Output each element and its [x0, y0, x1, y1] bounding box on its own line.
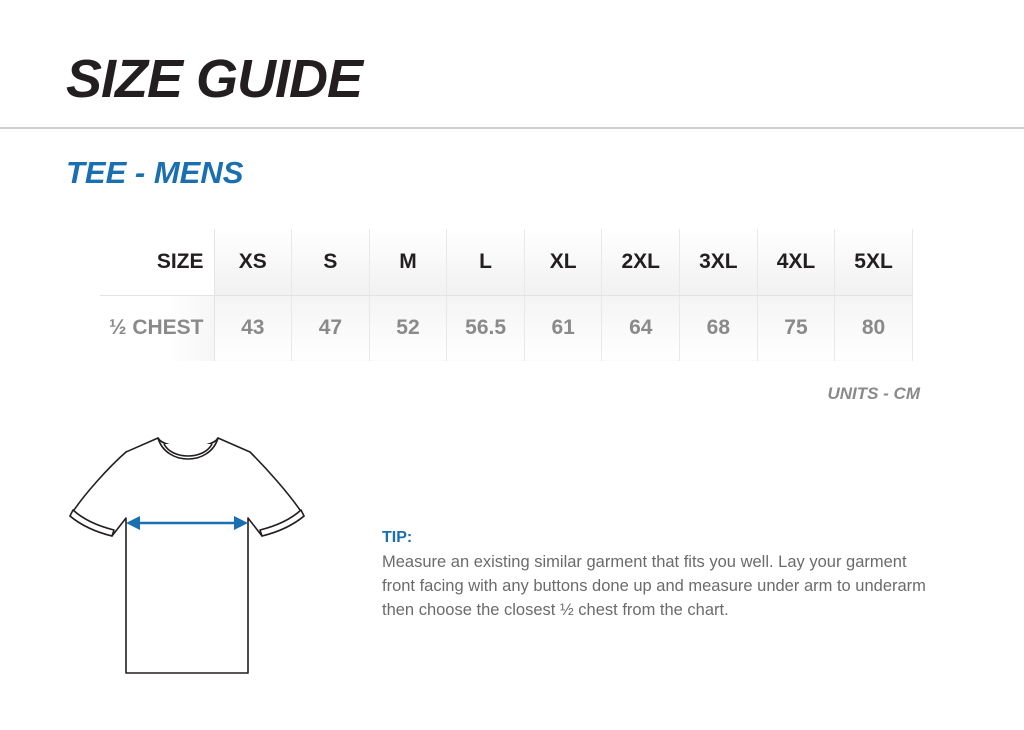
chest-cell-4xl: 75 — [757, 295, 835, 361]
chest-cell-l: 56.5 — [447, 295, 525, 361]
size-cell-4xl: 4XL — [757, 229, 835, 295]
chest-cell-m: 52 — [369, 295, 447, 361]
tip-heading: TIP: — [382, 529, 413, 546]
size-cell-xs: XS — [214, 229, 292, 295]
size-row-label: SIZE — [100, 229, 214, 295]
product-subtitle: TEE - MENS — [66, 155, 244, 190]
chest-row-label: ½ CHEST — [100, 295, 214, 361]
chest-cell-xs: 43 — [214, 295, 292, 361]
chest-cell-s: 47 — [292, 295, 370, 361]
size-cell-s: S — [292, 229, 370, 295]
size-cell-m: M — [369, 229, 447, 295]
units-label: UNITS - CM — [827, 384, 920, 403]
size-cell-xl: XL — [524, 229, 602, 295]
chest-cell-5xl: 80 — [835, 295, 913, 361]
size-cell-3xl: 3XL — [680, 229, 758, 295]
size-chart-table — [100, 229, 913, 361]
size-cell-2xl: 2XL — [602, 229, 680, 295]
header-divider — [0, 127, 1024, 129]
size-cell-l: L — [447, 229, 525, 295]
chest-cell-xl: 61 — [524, 295, 602, 361]
chest-row — [100, 295, 912, 361]
chest-cell-3xl: 68 — [680, 295, 758, 361]
tip-body: Measure an existing similar garment that fits you well. Lay your garment front facing with any buttons done up and measure under arm to underarm then choose the closest ½ chest from the chart. — [382, 553, 926, 619]
page-title: SIZE GUIDE — [66, 49, 363, 109]
size-cell-5xl: 5XL — [835, 229, 913, 295]
size-row — [100, 229, 912, 295]
tip-section — [382, 528, 942, 622]
chest-cell-2xl: 64 — [602, 295, 680, 361]
tshirt-illustration — [66, 430, 310, 678]
